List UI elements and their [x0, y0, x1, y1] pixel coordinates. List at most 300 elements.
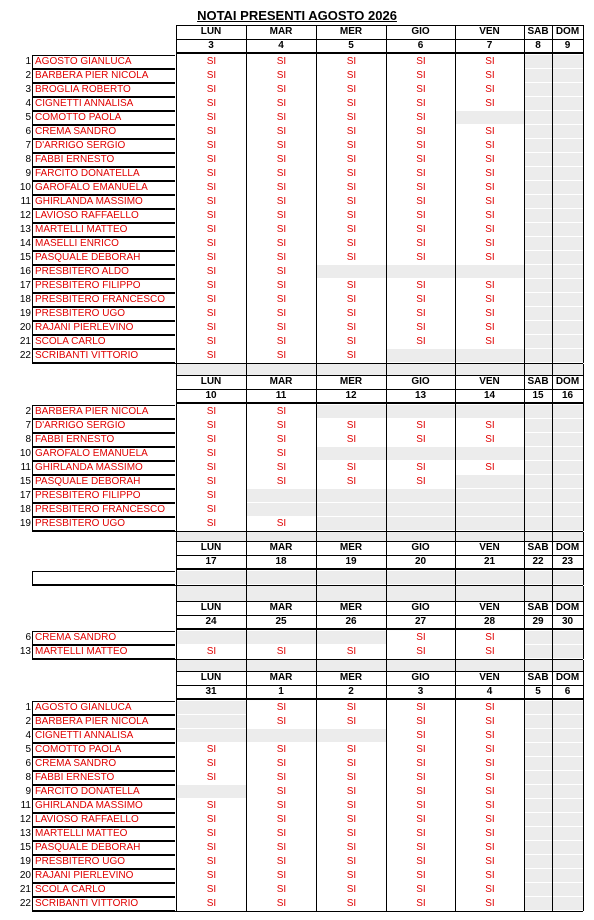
presence-cell: SI — [177, 209, 246, 223]
column-rule — [455, 375, 456, 531]
notary-name: FARCITO DONATELLA — [32, 785, 175, 799]
notary-name: PRESBITERO UGO — [32, 855, 175, 869]
absence-cell — [553, 251, 583, 265]
notary-name: MARTELLI MATTEO — [32, 645, 175, 659]
column-rule — [583, 364, 584, 375]
notary-name: AGOSTO GIANLUCA — [32, 55, 175, 69]
absence-cell — [525, 335, 552, 349]
presence-cell: SI — [177, 489, 246, 503]
presence-cell: SI — [317, 855, 386, 869]
notary-name: COMOTTO PAOLA — [32, 743, 175, 757]
notary-name: CREMA SANDRO — [32, 125, 175, 139]
presence-cell: SI — [456, 869, 524, 883]
date-header: 28 — [483, 616, 496, 627]
day-header: MAR — [269, 376, 293, 387]
date-header: 7 — [486, 40, 493, 51]
presence-cell: SI — [456, 55, 524, 69]
presence-cell: SI — [387, 83, 455, 97]
date-header: 5 — [348, 40, 354, 51]
notary-name: BARBERA PIER NICOLA — [32, 405, 175, 419]
column-rule — [583, 541, 584, 585]
presence-cell: SI — [317, 251, 386, 265]
day-header: GIO — [411, 602, 430, 613]
presence-cell: SI — [177, 265, 246, 279]
notary-name: BROGLIA ROBERTO — [32, 83, 175, 97]
absence-cell — [553, 335, 583, 349]
notary-name: GAROFALO EMANUELA — [32, 181, 175, 195]
presence-cell: SI — [456, 433, 524, 447]
presence-cell: SI — [317, 293, 386, 307]
presence-cell: SI — [456, 883, 524, 897]
notary-name: PRESBITERO FRANCESCO — [32, 293, 175, 307]
notary-name: AGOSTO GIANLUCA — [32, 701, 175, 715]
column-rule — [552, 541, 553, 585]
presence-cell: SI — [317, 799, 386, 813]
date-header: 10 — [205, 390, 217, 401]
absence-cell — [317, 489, 386, 503]
column-rule — [524, 532, 525, 541]
date-header: 27 — [414, 616, 427, 627]
presence-cell: SI — [177, 279, 246, 293]
row-number: 11 — [20, 800, 31, 811]
header-mid-rule — [176, 39, 583, 40]
presence-cell: SI — [177, 869, 246, 883]
presence-cell: SI — [456, 293, 524, 307]
column-rule — [583, 601, 584, 659]
presence-cell: SI — [456, 771, 524, 785]
notary-name: PRESBITERO UGO — [32, 307, 175, 321]
absence-cell — [553, 827, 583, 841]
body-bottom-rule — [32, 911, 583, 912]
presence-cell: SI — [247, 349, 316, 363]
day-header: SAB — [527, 602, 549, 613]
absence-cell — [525, 153, 552, 167]
day-header: MER — [339, 376, 363, 387]
notary-name: LAVIOSO RAFFAELLO — [32, 209, 175, 223]
absence-cell — [525, 69, 552, 83]
column-rule — [583, 660, 584, 671]
absence-cell — [525, 799, 552, 813]
presence-cell: SI — [387, 125, 455, 139]
presence-cell: SI — [387, 223, 455, 237]
absence-cell — [525, 631, 552, 645]
presence-cell: SI — [177, 419, 246, 433]
presence-cell: SI — [317, 701, 386, 715]
absence-cell — [553, 139, 583, 153]
presence-cell: SI — [247, 433, 316, 447]
presence-cell: SI — [177, 447, 246, 461]
day-header: LUN — [200, 26, 222, 37]
presence-cell: SI — [456, 195, 524, 209]
presence-cell: SI — [177, 181, 246, 195]
notary-name: CREMA SANDRO — [32, 757, 175, 771]
column-rule — [246, 364, 247, 375]
presence-cell: SI — [387, 715, 455, 729]
row-number: 12 — [19, 814, 31, 825]
date-header: 5 — [535, 686, 541, 697]
absence-cell — [525, 489, 552, 503]
presence-cell: SI — [247, 251, 316, 265]
absence-cell — [525, 771, 552, 785]
absence-cell — [525, 827, 552, 841]
presence-cell: SI — [387, 785, 455, 799]
notary-name: FABBI ERNESTO — [32, 771, 175, 785]
day-header: DOM — [555, 542, 580, 553]
absence-cell — [553, 167, 583, 181]
absence-cell — [553, 813, 583, 827]
date-header: 13 — [414, 390, 427, 401]
date-header: 18 — [275, 556, 287, 567]
presence-cell: SI — [247, 181, 316, 195]
absence-cell — [525, 279, 552, 293]
absence-cell — [525, 447, 552, 461]
presence-cell: SI — [456, 461, 524, 475]
presence-cell: SI — [456, 715, 524, 729]
absence-cell — [553, 757, 583, 771]
day-header: SAB — [527, 542, 549, 553]
presence-cell: SI — [247, 139, 316, 153]
presence-cell: SI — [177, 139, 246, 153]
date-header: 8 — [535, 40, 541, 51]
row-number: 19 — [19, 518, 31, 529]
absence-cell — [177, 715, 246, 729]
notary-name: D'ARRIGO SERGIO — [32, 139, 175, 153]
row-number: 15 — [19, 476, 31, 487]
row-number: 1 — [25, 56, 31, 67]
column-rule — [583, 25, 584, 363]
date-header: 20 — [414, 556, 427, 567]
day-header: LUN — [200, 602, 222, 613]
absence-cell — [387, 349, 455, 363]
absence-cell — [553, 209, 583, 223]
row-number: 6 — [25, 126, 31, 137]
presence-cell: SI — [247, 883, 316, 897]
notary-name: SCRIBANTI VITTORIO — [32, 897, 175, 911]
row-number: 2 — [25, 406, 31, 417]
presence-cell: SI — [387, 419, 455, 433]
absence-cell — [317, 571, 386, 585]
notary-name: SCRIBANTI VITTORIO — [32, 349, 175, 363]
row-number: 12 — [19, 210, 31, 221]
row-number: 15 — [19, 842, 31, 853]
notary-name: RAJANI PIERLEVINO — [32, 869, 175, 883]
column-rule — [552, 532, 553, 541]
notary-name: BARBERA PIER NICOLA — [32, 69, 175, 83]
notary-name: PRESBITERO ALDO — [32, 265, 175, 279]
presence-cell: SI — [317, 883, 386, 897]
column-rule — [176, 671, 177, 911]
row-number: 19 — [19, 308, 31, 319]
day-header: GIO — [411, 542, 430, 553]
column-rule — [455, 586, 456, 601]
presence-cell: SI — [317, 279, 386, 293]
column-rule — [552, 601, 553, 659]
absence-cell — [525, 897, 552, 911]
column-rule — [386, 586, 387, 601]
absence-cell — [553, 83, 583, 97]
presence-cell: SI — [247, 293, 316, 307]
notary-name: PRESBITERO FILIPPO — [32, 489, 175, 503]
absence-cell — [456, 517, 524, 531]
absence-cell — [553, 265, 583, 279]
row-number: 9 — [25, 786, 31, 797]
absence-cell — [525, 167, 552, 181]
date-header: 11 — [275, 390, 287, 401]
presence-cell: SI — [387, 181, 455, 195]
absence-cell — [525, 869, 552, 883]
presence-cell: SI — [247, 55, 316, 69]
column-rule — [386, 364, 387, 375]
column-rule — [316, 375, 317, 531]
presence-cell: SI — [247, 167, 316, 181]
absence-cell — [553, 125, 583, 139]
absence-cell — [553, 503, 583, 517]
row-number: 5 — [25, 744, 31, 755]
presence-cell: SI — [247, 153, 316, 167]
presence-cell: SI — [387, 771, 455, 785]
presence-cell: SI — [247, 461, 316, 475]
notary-name: CREMA SANDRO — [32, 631, 175, 645]
date-header: 1 — [278, 686, 284, 697]
date-header: 31 — [205, 686, 217, 697]
date-header: 17 — [205, 556, 217, 567]
day-header: DOM — [555, 602, 580, 613]
absence-cell — [525, 125, 552, 139]
header-bottom-rule — [176, 52, 583, 54]
notary-name: PASQUALE DEBORAH — [32, 475, 175, 489]
column-rule — [455, 660, 456, 671]
date-header: 2 — [348, 686, 354, 697]
presence-cell: SI — [456, 785, 524, 799]
absence-cell — [525, 237, 552, 251]
row-number: 3 — [25, 84, 31, 95]
absence-cell — [525, 83, 552, 97]
row-number: 6 — [25, 632, 31, 643]
column-rule — [524, 541, 525, 585]
column-rule — [552, 375, 553, 531]
presence-cell: SI — [387, 111, 455, 125]
presence-cell: SI — [387, 433, 455, 447]
date-header: 4 — [486, 686, 493, 697]
date-header: 3 — [208, 40, 214, 51]
absence-cell — [525, 645, 552, 659]
presence-cell: SI — [317, 433, 386, 447]
notary-name: PRESBITERO FRANCESCO — [32, 503, 175, 517]
absence-cell — [525, 209, 552, 223]
column-rule — [246, 25, 247, 363]
presence-cell: SI — [177, 799, 246, 813]
presence-cell: SI — [177, 321, 246, 335]
row-number: 13 — [19, 828, 31, 839]
header-top-rule — [176, 375, 583, 376]
header-bottom-rule — [176, 568, 583, 570]
row-number: 1 — [25, 702, 31, 713]
absence-cell — [456, 475, 524, 489]
column-rule — [246, 586, 247, 601]
column-rule — [524, 671, 525, 911]
absence-cell — [525, 715, 552, 729]
absence-cell — [553, 475, 583, 489]
presence-cell: SI — [177, 125, 246, 139]
absence-cell — [553, 799, 583, 813]
presence-cell: SI — [247, 757, 316, 771]
column-rule — [176, 586, 177, 601]
column-rule — [524, 586, 525, 601]
absence-cell — [553, 293, 583, 307]
column-rule — [176, 660, 177, 671]
presence-cell: SI — [317, 743, 386, 757]
absence-cell — [553, 489, 583, 503]
absence-cell — [553, 729, 583, 743]
presence-cell: SI — [247, 475, 316, 489]
absence-cell — [553, 785, 583, 799]
absence-cell — [525, 293, 552, 307]
presence-cell: SI — [387, 841, 455, 855]
presence-cell: SI — [387, 97, 455, 111]
date-header: 6 — [564, 686, 571, 697]
absence-cell — [525, 841, 552, 855]
presence-cell: SI — [456, 321, 524, 335]
presence-cell: SI — [177, 237, 246, 251]
presence-cell: SI — [247, 209, 316, 223]
column-rule — [246, 660, 247, 671]
absence-cell — [525, 251, 552, 265]
absence-cell — [553, 97, 583, 111]
absence-cell — [177, 785, 246, 799]
absence-cell — [553, 223, 583, 237]
column-rule — [316, 586, 317, 601]
presence-cell: SI — [317, 167, 386, 181]
day-header: MAR — [269, 602, 293, 613]
column-rule — [583, 671, 584, 911]
column-rule — [583, 375, 584, 531]
presence-cell: SI — [247, 897, 316, 911]
row-number: 7 — [25, 420, 31, 431]
presence-cell: SI — [247, 223, 316, 237]
notary-name: CIGNETTI ANNALISA — [32, 97, 175, 111]
presence-cell: SI — [387, 195, 455, 209]
absence-cell — [387, 489, 455, 503]
absence-cell — [553, 321, 583, 335]
date-header: 6 — [417, 40, 424, 51]
absence-cell — [553, 461, 583, 475]
column-rule — [455, 541, 456, 585]
presence-cell: SI — [456, 223, 524, 237]
presence-cell: SI — [387, 897, 455, 911]
presence-cell: SI — [247, 195, 316, 209]
date-header: 3 — [417, 686, 424, 697]
header-bottom-rule — [176, 402, 583, 404]
date-header: 9 — [564, 40, 571, 51]
row-number: 11 — [20, 196, 31, 207]
presence-cell: SI — [177, 475, 246, 489]
date-header: 29 — [532, 616, 544, 627]
absence-cell — [525, 349, 552, 363]
presence-cell: SI — [317, 645, 386, 659]
notary-name: COMOTTO PAOLA — [32, 111, 175, 125]
absence-cell — [525, 813, 552, 827]
presence-cell: SI — [177, 335, 246, 349]
presence-cell: SI — [456, 897, 524, 911]
presence-cell: SI — [387, 883, 455, 897]
column-rule — [176, 532, 177, 541]
notary-name: SCOLA CARLO — [32, 883, 175, 897]
column-rule — [455, 671, 456, 911]
presence-cell: SI — [456, 743, 524, 757]
presence-cell: SI — [247, 855, 316, 869]
presence-cell: SI — [387, 139, 455, 153]
absence-cell — [456, 503, 524, 517]
absence-cell — [553, 883, 583, 897]
presence-cell: SI — [456, 729, 524, 743]
date-header: 16 — [561, 390, 574, 401]
row-number: 17 — [19, 490, 31, 501]
presence-cell: SI — [177, 433, 246, 447]
header-bottom-rule — [176, 628, 583, 630]
presence-cell: SI — [317, 111, 386, 125]
day-header: DOM — [555, 672, 580, 683]
presence-cell: SI — [387, 631, 455, 645]
column-rule — [386, 541, 387, 585]
presence-cell: SI — [247, 813, 316, 827]
column-rule — [552, 25, 553, 363]
column-rule — [386, 25, 387, 363]
notary-name: GHIRLANDA MASSIMO — [32, 799, 175, 813]
absence-cell — [525, 223, 552, 237]
presence-cell: SI — [177, 813, 246, 827]
absence-cell — [317, 447, 386, 461]
absence-cell — [317, 631, 386, 645]
notary-name: FABBI ERNESTO — [32, 433, 175, 447]
presence-cell: SI — [317, 181, 386, 195]
presence-cell: SI — [387, 251, 455, 265]
presence-cell: SI — [456, 69, 524, 83]
date-header: 23 — [561, 556, 574, 567]
presence-cell: SI — [387, 237, 455, 251]
notary-name: FABBI ERNESTO — [32, 153, 175, 167]
presence-cell: SI — [177, 97, 246, 111]
header-mid-rule — [176, 685, 583, 686]
presence-cell: SI — [317, 223, 386, 237]
row-number: 8 — [25, 772, 31, 783]
absence-cell — [525, 433, 552, 447]
day-header: MAR — [269, 542, 293, 553]
presence-cell: SI — [317, 841, 386, 855]
absence-cell — [456, 489, 524, 503]
day-header: LUN — [200, 542, 222, 553]
absence-cell — [456, 349, 524, 363]
presence-cell: SI — [317, 419, 386, 433]
column-rule — [316, 364, 317, 375]
presence-cell: SI — [317, 827, 386, 841]
presence-cell: SI — [317, 461, 386, 475]
presence-cell: SI — [177, 461, 246, 475]
absence-cell — [553, 349, 583, 363]
presence-cell: SI — [247, 715, 316, 729]
spacer-band — [177, 532, 583, 541]
absence-cell — [525, 265, 552, 279]
column-rule — [386, 601, 387, 659]
presence-cell: SI — [456, 701, 524, 715]
presence-cell: SI — [387, 293, 455, 307]
spacer-band — [177, 660, 583, 671]
header-mid-rule — [176, 615, 583, 616]
presence-cell: SI — [387, 335, 455, 349]
notary-name: GHIRLANDA MASSIMO — [32, 195, 175, 209]
date-header: 4 — [278, 40, 284, 51]
absence-cell — [525, 743, 552, 757]
presence-cell: SI — [247, 419, 316, 433]
